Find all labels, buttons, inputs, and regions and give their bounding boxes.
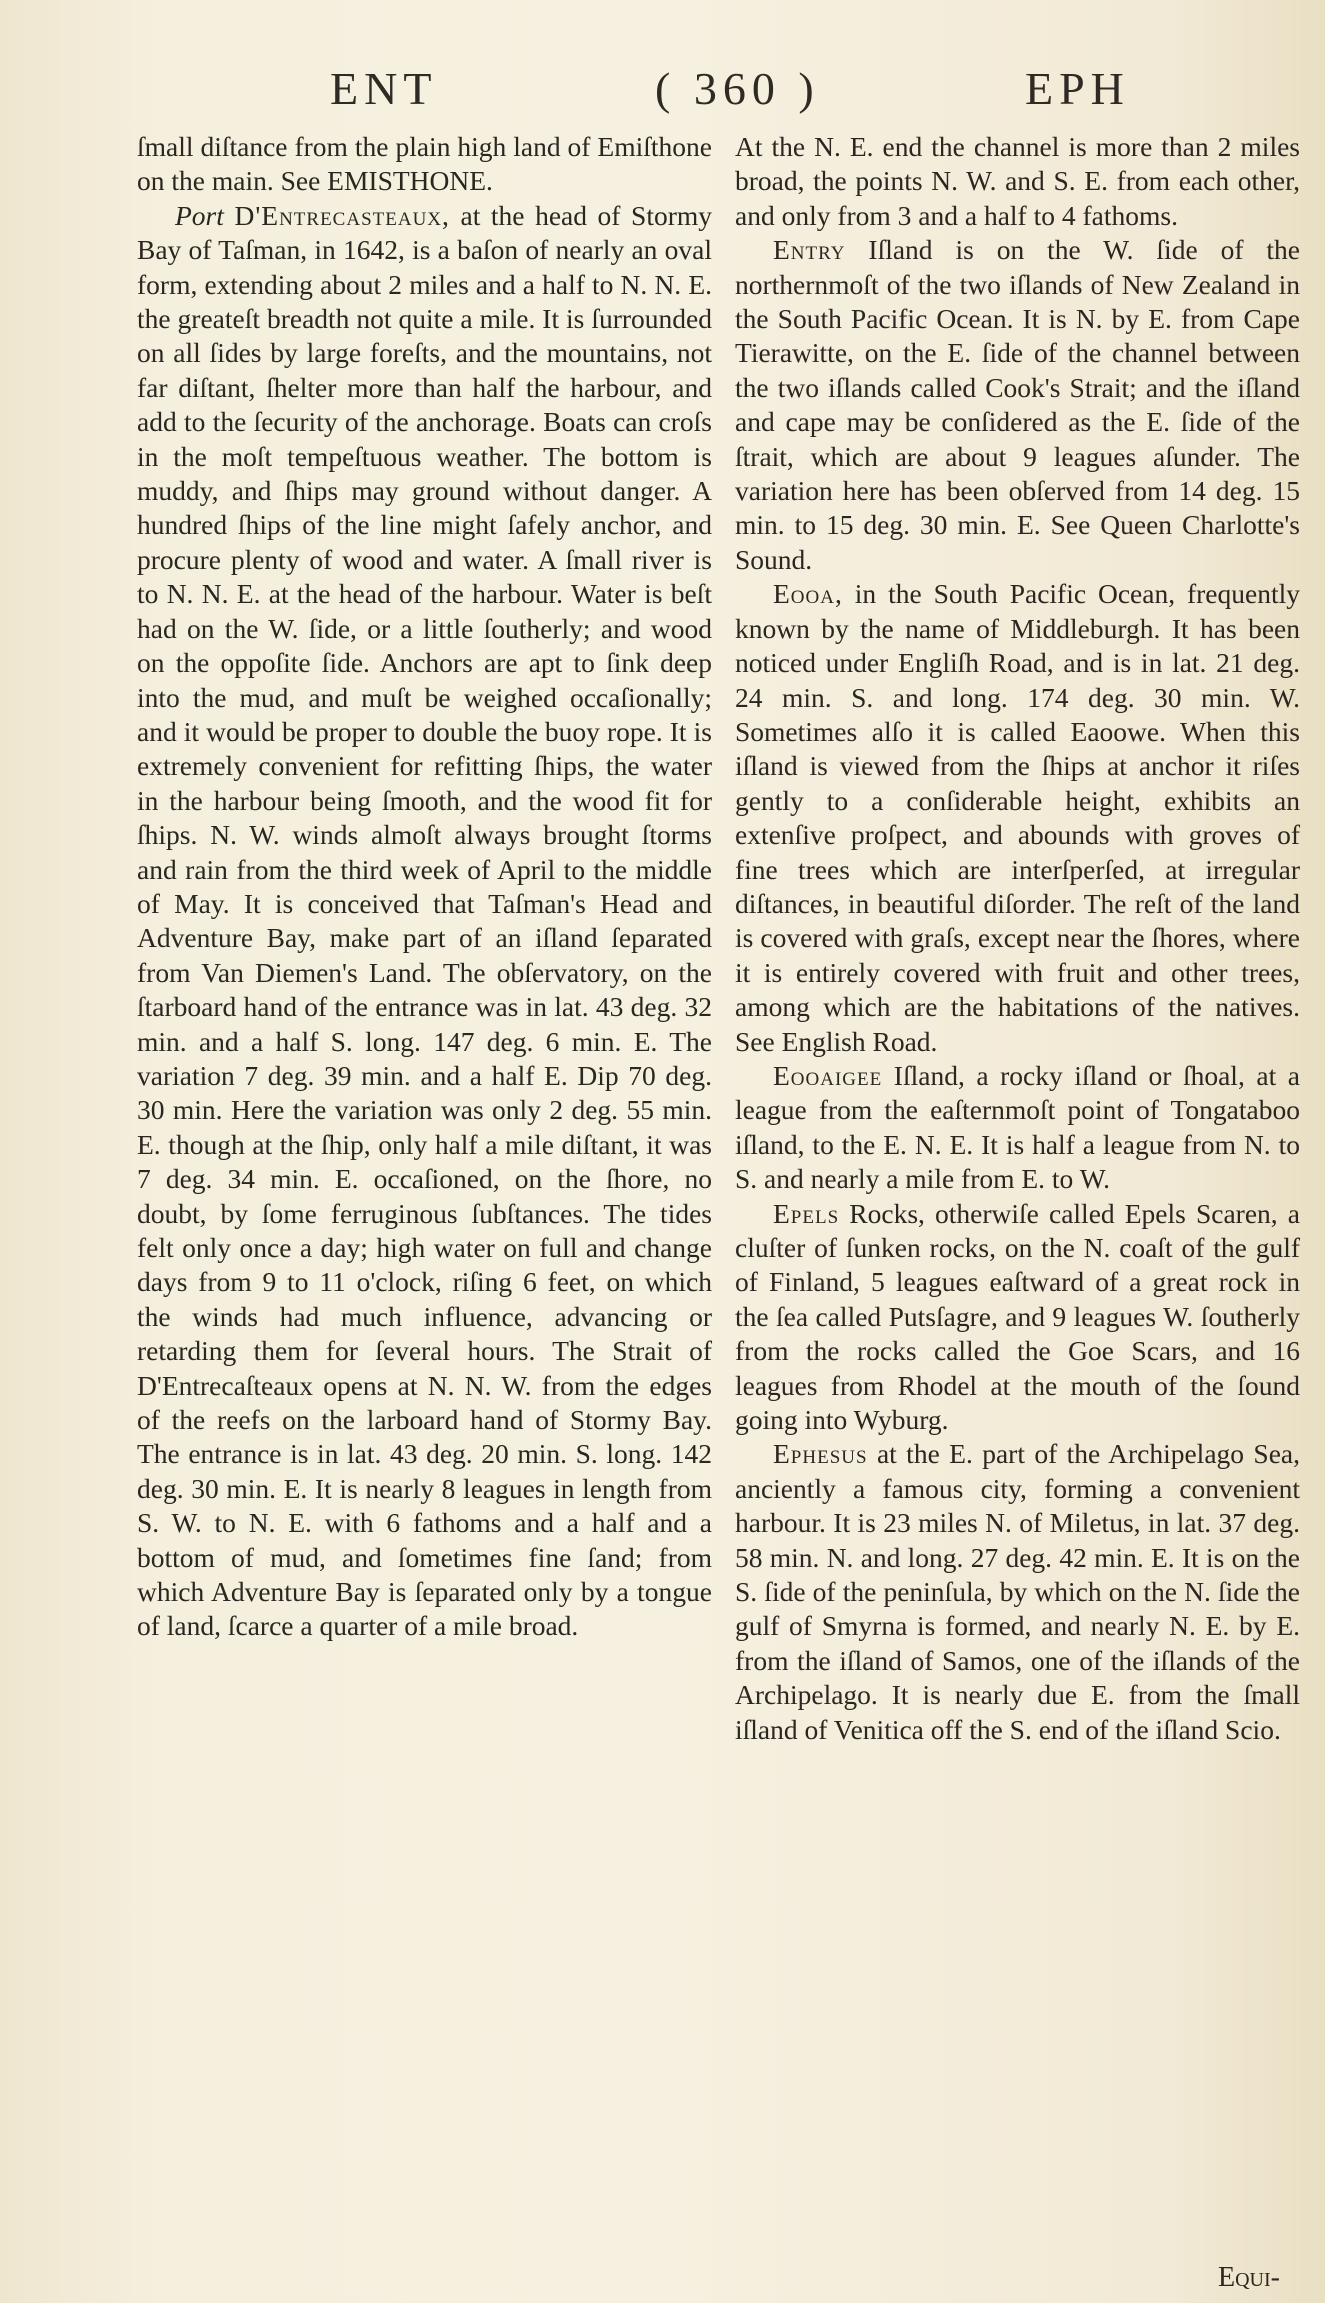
entry-prefix: Port	[175, 199, 224, 231]
entry-eooaigee	[735, 1059, 1300, 1197]
left-column	[137, 130, 712, 1644]
entry-port-dentrecasteaux	[137, 199, 712, 1644]
entry-headword: D'Entrecasteaux,	[234, 199, 450, 231]
header-right-guide: EPH	[1025, 63, 1130, 114]
entry-headword: Entry	[773, 234, 846, 266]
continuation-text: ſmall diſtance from the plain high land of Emiſthone on the main. See EMISTHONE.	[137, 131, 712, 197]
continuation-text: At the N. E. end the channel is more than 2 miles broad, the points N. W. and S. E. from each other, and only from 3 and a half to 4 fathoms.	[735, 131, 1300, 231]
entry-ephesus	[735, 1437, 1300, 1747]
entry-text: at the E. part of the Archipelago Sea, anciently a famous city, forming a convenient harbour. It is 23 miles N. of Miletus, in lat. 37 deg. 58 min. N. and long. 27 deg. 42 min. E. It is on the S. ſide of the peninſula, by which on the N. ſide the gulf of Smyrna is formed, and nearly N. E. by E. from the iſland of Samos, one of the iſlands of the Archipelago. It is nearly due E. from the ſmall iſland of Venitica off the S. end of the iſland Scio.	[735, 1438, 1300, 1745]
right-column	[735, 130, 1300, 1747]
entry-text: Iſland is on the W. ſide of the northernmoſt of the two iſlands of New Zealand in the South Pacific Ocean. It is N. by E. from Cape Tierawitte, on the E. ſide of the channel between the two iſlands called Cook's Strait; and the iſland and cape may be conſidered as the E. ſide of the ſtrait, which are about 9 leagues aſunder. The variation here has been obſerved from 14 deg. 15 min. to 15 deg. 30 min. E. See Queen Charlotte's Sound.	[735, 234, 1300, 575]
running-header	[0, 62, 1325, 132]
entry-text: Iſland, a rocky iſland or ſhoal, at a league from the eaſternmoſt point of Tongataboo iſland, to the E. N. E. It is half a league from N. to S. and nearly a mile from E. to W.	[735, 1059, 1300, 1195]
entry-text: at the head of Stormy Bay of Taſman, in 1642, is a baſon of nearly an oval form, extending about 2 miles and a half to N. N. E. the greateſt breadth not quite a mile. It is ſurrounded on all ſides by large foreſts, and the mountains, not far diſtant, ſhelter more than half the harbour, and add to the ſecurity of the anchorage. Boats can croſs in the moſt tempeſtuous weather. The bottom is muddy, and ſhips may ground without danger. A hundred ſhips of the line might ſafely anchor, and procure plenty of wood and water. A ſmall river is to N. N. E. at the head of the harbour. Water is beſt had on the W. ſide, or a little ſoutherly; and wood on the oppoſite ſide. Anchors are apt to ſink deep into the mud, and muſt be weighed occaſionally; and it would be proper to double the buoy rope. It is extremely convenient for refitting ſhips, the water in the harbour being ſmooth, and the wood fit for ſhips. N. W. winds almoſt always brought ſtorms and rain from the third week of April to the middle of May. It is conceived that Taſman's Head and Adventure Bay, make part of an iſland ſeparated from Van Diemen's Land. The obſervatory, on the ſtarboard hand of the entrance was in lat. 43 deg. 32 min. and a half S. long. 147 deg. 6 min. E. The variation 7 deg. 39 min. and a half E. Dip 70 deg. 30 min. Here the variation was only 2 deg. 55 min. E. though at the ſhip, only half a mile diſtant, it was 7 deg. 34 min. E. occaſioned, on the ſhore, no doubt, by ſome ferruginous ſubſtances. The tides felt only once a day; high water on full and change days from 9 to 11 o'clock, riſing 6 feet, on which the winds had much influence, advancing or retarding them for ſeveral hours. The Strait of D'Entrecaſteaux opens at N. N. W. from the edges of the reefs on the larboard hand of Stormy Bay. The entrance is in lat. 43 deg. 20 min. S. long. 142 deg. 30 min. E. It is nearly 8 leagues in length from S. W. to N. E. with 6 fathoms and a half and a bottom of mud, and ſometimes fine ſand; from which Adventure Bay is ſeparated only by a tongue of land, ſcarce a quarter of a mile broad.	[137, 199, 713, 1642]
entry-headword: Epels	[773, 1197, 840, 1229]
entry-entry-island	[735, 233, 1300, 577]
entry-eooa	[735, 577, 1300, 1059]
entry-text: Rocks, otherwiſe called Epels Scaren, a cluſter of ſunken rocks, on the N. coaſt of the gulf of Finland, 5 leagues eaſtward of a great rock in the ſea called Putsſagre, and 9 leagues W. ſoutherly from the rocks called the Goe Scars, and 16 leagues from Rhodel at the mouth of the ſound going into Wyburg.	[735, 1197, 1300, 1436]
entry-headword: Eooa,	[773, 578, 843, 610]
header-left-guide: ENT	[330, 63, 438, 114]
catchword: Equi-	[1218, 2262, 1280, 2293]
page-number: ( 360 )	[655, 63, 820, 114]
entry-headword: Eooaigee	[773, 1059, 883, 1091]
entry-headword: Ephesus	[773, 1438, 868, 1470]
entry-epels-rocks	[735, 1197, 1300, 1438]
entry-text: in the South Pacific Ocean, frequently known by the name of Middleburgh. It has been noticed under Engliſh Road, and is in lat. 21 deg. 24 min. S. and long. 174 deg. 30 min. W. Sometimes alſo it is called Eaoowe. When this iſland is viewed from the ſhips at anchor it riſes gently to a conſiderable height, exhibits an extenſive proſpect, and abounds with groves of fine trees which are interſperſed, at irregular diſtances, in beautiful diſorder. The reſt of the land is covered with graſs, except near the ſhores, where it is entirely covered with fruit and other trees, among which are the habitations of the natives. See English Road.	[735, 578, 1300, 1057]
